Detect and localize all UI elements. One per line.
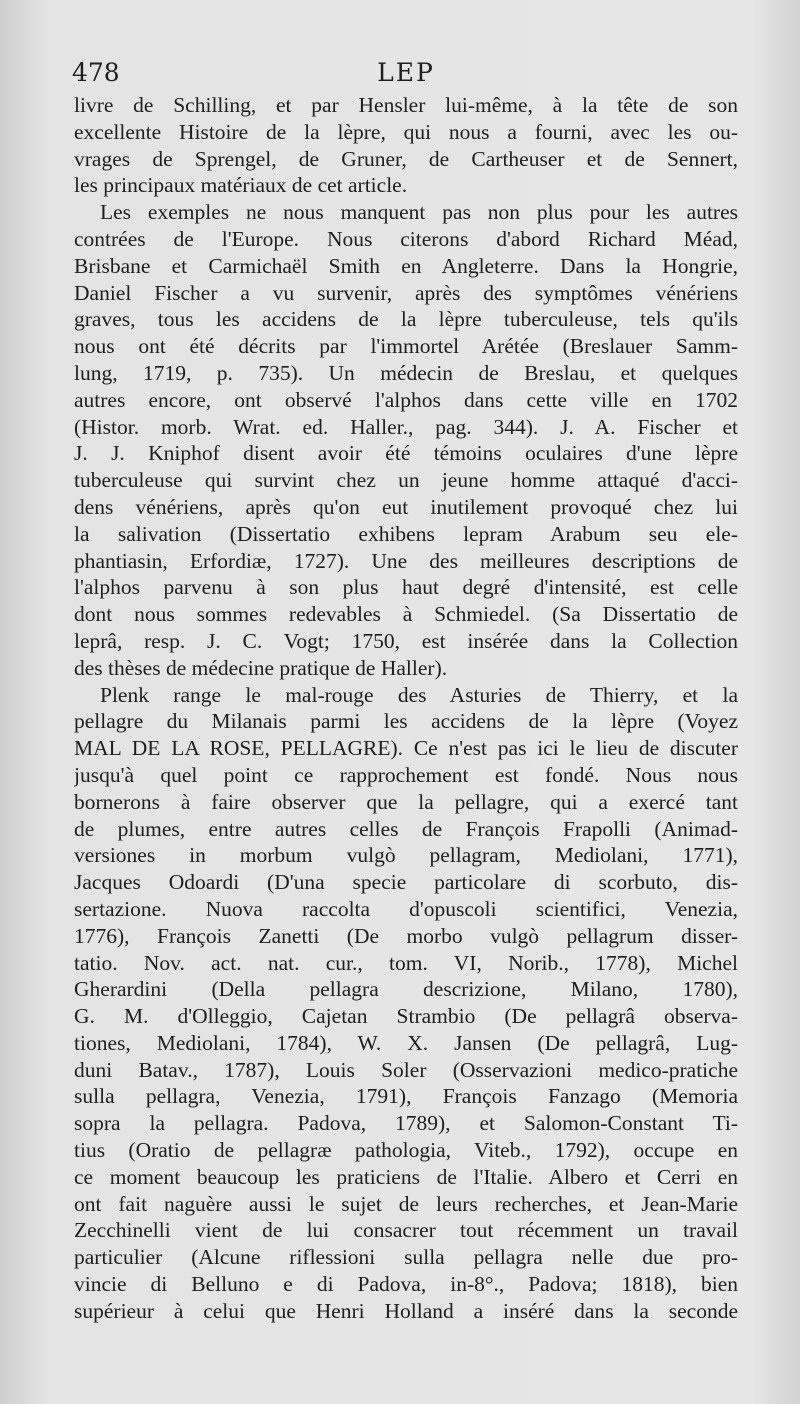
text-line: leprâ, resp. J. C. Vogt; 1750, est insérée dans la Collection — [74, 628, 738, 653]
text-line: vincie di Belluno e di Padova, in-8°., Padova; 1818), bien — [74, 1272, 738, 1297]
text-line: sulla pellagra, Venezia, 1791), François Fanzago (Memoria — [74, 1084, 738, 1109]
text-line: Les exemples ne nous manquent pas non plus pour les autres — [100, 200, 738, 225]
text-line: ce moment beaucoup les praticiens de l'Italie. Albero et Cerri en — [74, 1164, 738, 1189]
text-line: 1776), François Zanetti (De morbo vulgò pellagrum disser- — [74, 923, 738, 948]
text-line: lung, 1719, p. 735). Un médecin de Breslau, et quelques — [74, 360, 738, 385]
text-line: des thèses de médecine pratique de Haller). — [74, 655, 448, 680]
text-line: (Histor. morb. Wrat. ed. Haller., pag. 344). J. A. Fischer et — [74, 414, 738, 439]
text-line: dont nous sommes redevables à Schmiedel. (Sa Dissertatio de — [74, 602, 738, 627]
text-line: phantiasin, Erfordiæ, 1727). Une des meilleures descriptions de — [74, 548, 738, 573]
text-line: bornerons à faire observer que la pellagre, qui a exercé tant — [74, 789, 738, 814]
text-line: Jacques Odoardi (D'una specie particolare di scorbuto, dis- — [74, 870, 738, 895]
text-line: tatio. Nov. act. nat. cur., tom. VI, Norib., 1778), Michel — [74, 950, 738, 975]
text-line: tius (Oratio de pellagræ pathologia, Viteb., 1792), occupe en — [74, 1138, 738, 1163]
text-line: pellagre du Milanais parmi les accidens de la lèpre (Voyez — [74, 709, 738, 734]
text-line: ont fait naguère aussi le sujet de leurs recherches, et Jean-Marie — [74, 1191, 738, 1216]
text-line: J. J. Kniphof disent avoir été témoins oculaires d'une lèpre — [74, 441, 738, 466]
text-line: G. M. d'Olleggio, Cajetan Strambio (De pellagrâ observa- — [74, 1004, 738, 1029]
page-number: 478 — [72, 58, 120, 87]
text-line: de plumes, entre autres celles de François Frapolli (Animad- — [74, 816, 738, 841]
text-line: autres encore, ont observé l'alphos dans cette ville en 1702 — [74, 387, 738, 412]
text-line: sopra la pellagra. Padova, 1789), et Salomon-Constant Ti- — [74, 1111, 738, 1136]
text-line: excellente Histoire de la lèpre, qui nous a fourni, avec les ou- — [74, 119, 738, 144]
text-line: Brisbane et Carmichaël Smith en Angleterre. Dans la Hongrie, — [74, 253, 738, 278]
text-line: Zecchinelli vient de lui consacrer tout récemment un travail — [74, 1218, 738, 1243]
text-line: Gherardini (Della pellagra descrizione, Milano, 1780), — [74, 977, 738, 1002]
text-line: les principaux matériaux de cet article. — [74, 173, 408, 198]
text-line: Daniel Fischer a vu survenir, après des symptômes vénériens — [74, 280, 738, 305]
text-line: tuberculeuse qui survint chez un jeune homme attaqué d'acci- — [74, 468, 738, 493]
text-line: jusqu'à quel point ce rapprochement est fondé. Nous nous — [74, 762, 738, 787]
text-line: duni Batav., 1787), Louis Soler (Osservazioni medico-pratiche — [74, 1057, 738, 1082]
text-line: MAL DE LA ROSE, PELLAGRE). Ce n'est pas ici le lieu de discuter — [74, 736, 738, 761]
text-line: supérieur à celui que Henri Holland a inséré dans la seconde — [74, 1298, 738, 1323]
text-line: tiones, Mediolani, 1784), W. X. Jansen (De pellagrâ, Lug- — [74, 1030, 738, 1055]
text-line: livre de Schilling, et par Hensler lui-même, à la tête de son — [74, 93, 738, 117]
text-line: versiones in morbum vulgò pellagram, Mediolani, 1771), — [74, 843, 738, 868]
text-line: vrages de Sprengel, de Gruner, de Cartheuser et de Sennert, — [74, 146, 738, 171]
text-line: Plenk range le mal-rouge des Asturies de Thierry, et la — [100, 682, 738, 707]
body-text — [74, 92, 738, 1325]
running-head: LEP — [377, 58, 435, 87]
text-line: graves, tous les accidens de la lèpre tuberculeuse, tels qu'ils — [74, 307, 738, 332]
text-line: particulier (Alcune riflessioni sulla pellagra nelle due pro- — [74, 1245, 738, 1270]
text-line: la salivation (Dissertatio exhibens lepram Arabum seu ele- — [74, 521, 738, 546]
text-line: sertazione. Nuova raccolta d'opuscoli scientifici, Venezia, — [74, 896, 738, 921]
text-line: nous ont été décrits par l'immortel Arétée (Breslauer Samm- — [74, 334, 738, 359]
text-line: l'alphos parvenu à son plus haut degré d'intensité, est celle — [74, 575, 738, 600]
text-line: contrées de l'Europe. Nous citerons d'abord Richard Méad, — [74, 226, 738, 251]
page-header — [72, 58, 740, 94]
text-line: dens vénériens, après qu'on eut inutilement provoqué chez lui — [74, 494, 738, 519]
